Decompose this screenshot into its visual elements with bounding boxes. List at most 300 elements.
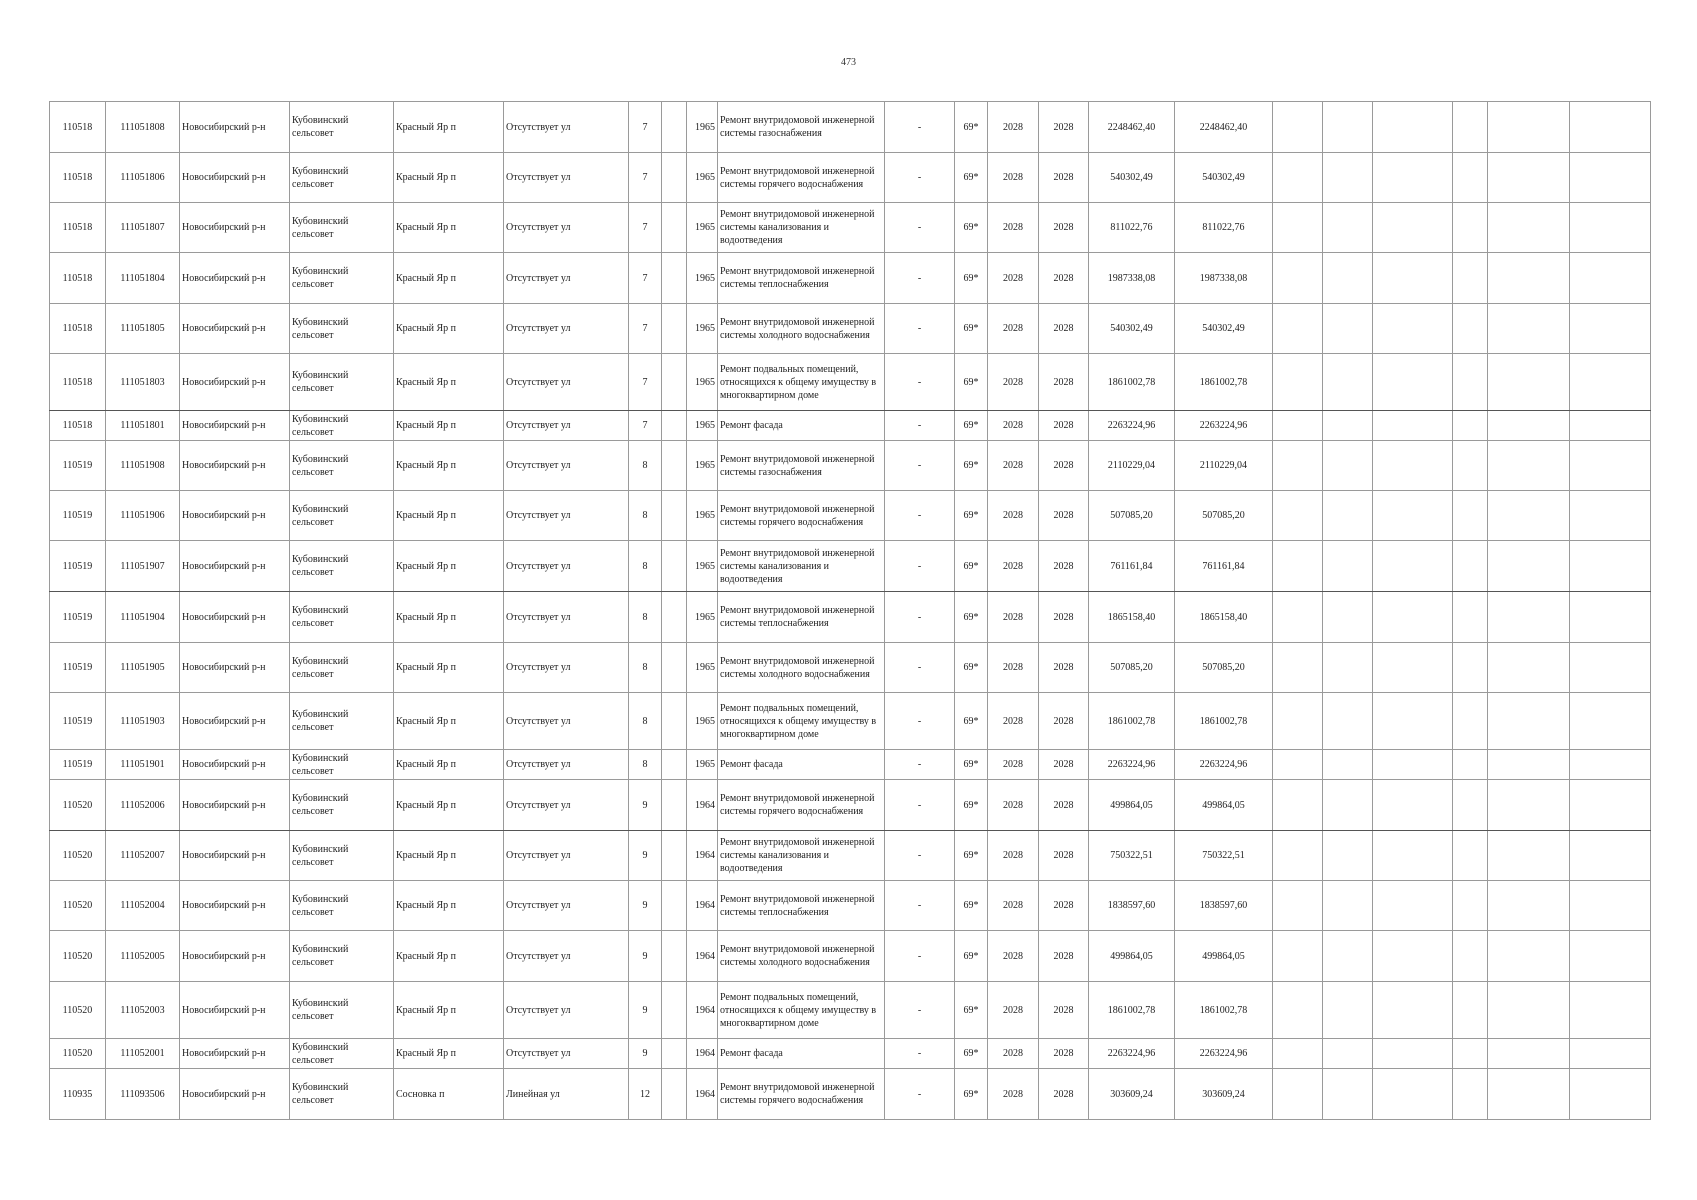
table-row xyxy=(50,931,1651,982)
cell-work-code: 111051803 xyxy=(106,354,180,411)
cell-council: Кубовинский сельсовет xyxy=(290,203,394,253)
cell-work-code: 111051808 xyxy=(106,102,180,153)
cell-work-code: 111052004 xyxy=(106,881,180,931)
cell-empty xyxy=(1373,253,1453,304)
cell-district: Новосибирский р-н xyxy=(180,982,290,1039)
cell-work-type: Ремонт подвальных помещений, относящихся к общему имуществу в многоквартирном доме xyxy=(718,354,885,411)
cell-plan-year-from: 2028 xyxy=(988,541,1039,592)
cell-build-year: 1965 xyxy=(687,354,718,411)
cell-empty xyxy=(1453,750,1488,780)
cell-total-cost: 2263224,96 xyxy=(1175,1039,1273,1069)
cell-dash: - xyxy=(885,592,955,643)
cell-settlement: Красный Яр п xyxy=(394,491,504,541)
cell-settlement: Красный Яр п xyxy=(394,831,504,881)
cell-house-number: 8 xyxy=(629,693,662,750)
cell-district: Новосибирский р-н xyxy=(180,203,290,253)
cell-work-code: 111052003 xyxy=(106,982,180,1039)
cell-empty xyxy=(1488,1039,1570,1069)
cell-cost: 750322,51 xyxy=(1089,831,1175,881)
cell-building xyxy=(662,102,687,153)
cell-empty xyxy=(1488,881,1570,931)
cell-object-id: 110518 xyxy=(50,253,106,304)
cell-house-number: 9 xyxy=(629,881,662,931)
cell-settlement: Красный Яр п xyxy=(394,354,504,411)
cell-council: Кубовинский сельсовет xyxy=(290,491,394,541)
cell-district: Новосибирский р-н xyxy=(180,693,290,750)
cell-council: Кубовинский сельсовет xyxy=(290,304,394,354)
cell-district: Новосибирский р-н xyxy=(180,354,290,411)
cell-plan-year-from: 2028 xyxy=(988,931,1039,982)
cell-empty xyxy=(1488,750,1570,780)
cell-empty xyxy=(1323,693,1373,750)
cell-council: Кубовинский сельсовет xyxy=(290,592,394,643)
cell-build-year: 1964 xyxy=(687,931,718,982)
cell-wear-percent: 69* xyxy=(955,831,988,881)
cell-dash: - xyxy=(885,1039,955,1069)
cell-council: Кубовинский сельсовет xyxy=(290,253,394,304)
cell-empty xyxy=(1273,102,1323,153)
cell-plan-year-to: 2028 xyxy=(1039,354,1089,411)
cell-object-id: 110518 xyxy=(50,102,106,153)
cell-building xyxy=(662,491,687,541)
cell-object-id: 110519 xyxy=(50,441,106,491)
cell-street: Отсутствует ул xyxy=(504,750,629,780)
cell-plan-year-from: 2028 xyxy=(988,354,1039,411)
cell-council: Кубовинский сельсовет xyxy=(290,1039,394,1069)
cell-settlement: Красный Яр п xyxy=(394,203,504,253)
cell-cost: 2248462,40 xyxy=(1089,102,1175,153)
cell-wear-percent: 69* xyxy=(955,931,988,982)
cell-building xyxy=(662,203,687,253)
cell-district: Новосибирский р-н xyxy=(180,1039,290,1069)
table-row xyxy=(50,643,1651,693)
cell-total-cost: 761161,84 xyxy=(1175,541,1273,592)
cell-work-type: Ремонт внутридомовой инженерной системы теплоснабжения xyxy=(718,592,885,643)
cell-work-code: 111051806 xyxy=(106,153,180,203)
cell-wear-percent: 69* xyxy=(955,780,988,831)
cell-empty xyxy=(1488,982,1570,1039)
table-row xyxy=(50,881,1651,931)
cell-build-year: 1965 xyxy=(687,153,718,203)
cell-wear-percent: 69* xyxy=(955,1039,988,1069)
cell-house-number: 9 xyxy=(629,982,662,1039)
cell-work-type: Ремонт внутридомовой инженерной системы канализования и водоотведения xyxy=(718,831,885,881)
cell-cost: 811022,76 xyxy=(1089,203,1175,253)
cell-work-type: Ремонт внутридомовой инженерной системы холодного водоснабжения xyxy=(718,304,885,354)
cell-street: Отсутствует ул xyxy=(504,780,629,831)
cell-empty xyxy=(1323,750,1373,780)
cell-street: Отсутствует ул xyxy=(504,253,629,304)
cell-empty xyxy=(1570,153,1651,203)
table-row xyxy=(50,354,1651,411)
table-row xyxy=(50,102,1651,153)
table-row xyxy=(50,411,1651,441)
cell-empty xyxy=(1453,693,1488,750)
cell-object-id: 110520 xyxy=(50,982,106,1039)
cell-object-id: 110519 xyxy=(50,643,106,693)
cell-plan-year-to: 2028 xyxy=(1039,253,1089,304)
cell-work-type: Ремонт внутридомовой инженерной системы газоснабжения xyxy=(718,102,885,153)
cell-district: Новосибирский р-н xyxy=(180,253,290,304)
cell-empty xyxy=(1488,441,1570,491)
cell-settlement: Сосновка п xyxy=(394,1069,504,1120)
cell-settlement: Красный Яр п xyxy=(394,931,504,982)
cell-empty xyxy=(1323,982,1373,1039)
cell-council: Кубовинский сельсовет xyxy=(290,1069,394,1120)
cell-dash: - xyxy=(885,931,955,982)
cell-work-code: 111051906 xyxy=(106,491,180,541)
cell-plan-year-to: 2028 xyxy=(1039,203,1089,253)
cell-house-number: 8 xyxy=(629,441,662,491)
cell-building xyxy=(662,831,687,881)
cell-empty xyxy=(1488,831,1570,881)
table-row xyxy=(50,750,1651,780)
cell-district: Новосибирский р-н xyxy=(180,411,290,441)
table-row xyxy=(50,1039,1651,1069)
cell-street: Линейная ул xyxy=(504,1069,629,1120)
cell-cost: 303609,24 xyxy=(1089,1069,1175,1120)
cell-object-id: 110520 xyxy=(50,1039,106,1069)
cell-empty xyxy=(1373,982,1453,1039)
cell-street: Отсутствует ул xyxy=(504,881,629,931)
cell-settlement: Красный Яр п xyxy=(394,153,504,203)
cell-empty xyxy=(1453,102,1488,153)
cell-work-type: Ремонт внутридомовой инженерной системы теплоснабжения xyxy=(718,253,885,304)
cell-empty xyxy=(1570,541,1651,592)
cell-district: Новосибирский р-н xyxy=(180,491,290,541)
cell-empty xyxy=(1323,881,1373,931)
cell-cost: 2110229,04 xyxy=(1089,441,1175,491)
cell-house-number: 12 xyxy=(629,1069,662,1120)
table-row xyxy=(50,780,1651,831)
cell-empty xyxy=(1273,592,1323,643)
cell-plan-year-from: 2028 xyxy=(988,780,1039,831)
cell-plan-year-to: 2028 xyxy=(1039,411,1089,441)
cell-work-type: Ремонт внутридомовой инженерной системы холодного водоснабжения xyxy=(718,643,885,693)
table-row xyxy=(50,203,1651,253)
cell-empty xyxy=(1453,441,1488,491)
cell-empty xyxy=(1373,102,1453,153)
cell-empty xyxy=(1323,592,1373,643)
cell-plan-year-from: 2028 xyxy=(988,304,1039,354)
cell-wear-percent: 69* xyxy=(955,411,988,441)
cell-work-code: 111051907 xyxy=(106,541,180,592)
cell-object-id: 110520 xyxy=(50,780,106,831)
cell-empty xyxy=(1273,1069,1323,1120)
table-row xyxy=(50,693,1651,750)
cell-settlement: Красный Яр п xyxy=(394,304,504,354)
cell-empty xyxy=(1373,750,1453,780)
cell-work-type: Ремонт внутридомовой инженерной системы канализования и водоотведения xyxy=(718,541,885,592)
cell-plan-year-from: 2028 xyxy=(988,441,1039,491)
cell-empty xyxy=(1323,253,1373,304)
cell-building xyxy=(662,982,687,1039)
cell-house-number: 8 xyxy=(629,491,662,541)
cell-settlement: Красный Яр п xyxy=(394,541,504,592)
cell-street: Отсутствует ул xyxy=(504,643,629,693)
cell-empty xyxy=(1273,881,1323,931)
cell-work-type: Ремонт внутридомовой инженерной системы канализования и водоотведения xyxy=(718,203,885,253)
cell-house-number: 7 xyxy=(629,304,662,354)
cell-house-number: 9 xyxy=(629,780,662,831)
cell-house-number: 7 xyxy=(629,153,662,203)
cell-plan-year-from: 2028 xyxy=(988,1069,1039,1120)
cell-settlement: Красный Яр п xyxy=(394,750,504,780)
table-row xyxy=(50,491,1651,541)
table-row xyxy=(50,153,1651,203)
cell-dash: - xyxy=(885,693,955,750)
cell-building xyxy=(662,354,687,411)
cell-wear-percent: 69* xyxy=(955,750,988,780)
cell-build-year: 1964 xyxy=(687,881,718,931)
cell-building xyxy=(662,780,687,831)
cell-empty xyxy=(1453,253,1488,304)
cell-empty xyxy=(1273,931,1323,982)
cell-building xyxy=(662,750,687,780)
cell-plan-year-to: 2028 xyxy=(1039,592,1089,643)
cell-dash: - xyxy=(885,541,955,592)
table-body xyxy=(50,102,1651,1120)
cell-council: Кубовинский сельсовет xyxy=(290,931,394,982)
cell-cost: 761161,84 xyxy=(1089,541,1175,592)
cell-dash: - xyxy=(885,203,955,253)
cell-empty xyxy=(1323,102,1373,153)
cell-total-cost: 1861002,78 xyxy=(1175,354,1273,411)
cell-dash: - xyxy=(885,1069,955,1120)
cell-empty xyxy=(1570,304,1651,354)
cell-empty xyxy=(1373,881,1453,931)
cell-empty xyxy=(1488,304,1570,354)
cell-empty xyxy=(1570,750,1651,780)
cell-house-number: 8 xyxy=(629,643,662,693)
cell-work-code: 111051805 xyxy=(106,304,180,354)
cell-empty xyxy=(1570,592,1651,643)
cell-build-year: 1965 xyxy=(687,491,718,541)
cell-dash: - xyxy=(885,153,955,203)
cell-work-type: Ремонт фасада xyxy=(718,750,885,780)
cell-council: Кубовинский сельсовет xyxy=(290,750,394,780)
cell-empty xyxy=(1323,1039,1373,1069)
cell-building xyxy=(662,592,687,643)
cell-street: Отсутствует ул xyxy=(504,541,629,592)
cell-house-number: 7 xyxy=(629,253,662,304)
cell-total-cost: 2263224,96 xyxy=(1175,411,1273,441)
cell-object-id: 110519 xyxy=(50,592,106,643)
cell-dash: - xyxy=(885,750,955,780)
cell-plan-year-from: 2028 xyxy=(988,102,1039,153)
cell-empty xyxy=(1373,780,1453,831)
cell-wear-percent: 69* xyxy=(955,153,988,203)
cell-district: Новосибирский р-н xyxy=(180,1069,290,1120)
cell-wear-percent: 69* xyxy=(955,441,988,491)
cell-work-code: 111051908 xyxy=(106,441,180,491)
cell-empty xyxy=(1273,304,1323,354)
cell-empty xyxy=(1453,153,1488,203)
cell-plan-year-to: 2028 xyxy=(1039,102,1089,153)
cell-work-type: Ремонт внутридомовой инженерной системы горячего водоснабжения xyxy=(718,491,885,541)
cell-empty xyxy=(1488,931,1570,982)
cell-cost: 2263224,96 xyxy=(1089,750,1175,780)
cell-cost: 507085,20 xyxy=(1089,643,1175,693)
cell-settlement: Красный Яр п xyxy=(394,102,504,153)
cell-plan-year-to: 2028 xyxy=(1039,931,1089,982)
cell-total-cost: 507085,20 xyxy=(1175,491,1273,541)
cell-total-cost: 1838597,60 xyxy=(1175,881,1273,931)
cell-district: Новосибирский р-н xyxy=(180,304,290,354)
cell-empty xyxy=(1373,491,1453,541)
cell-council: Кубовинский сельсовет xyxy=(290,102,394,153)
cell-work-code: 111052005 xyxy=(106,931,180,982)
cell-settlement: Красный Яр п xyxy=(394,643,504,693)
cell-house-number: 7 xyxy=(629,102,662,153)
cell-empty xyxy=(1570,780,1651,831)
cell-empty xyxy=(1488,153,1570,203)
cell-district: Новосибирский р-н xyxy=(180,881,290,931)
cell-total-cost: 303609,24 xyxy=(1175,1069,1273,1120)
cell-empty xyxy=(1323,411,1373,441)
cell-total-cost: 1987338,08 xyxy=(1175,253,1273,304)
cell-building xyxy=(662,411,687,441)
cell-cost: 2263224,96 xyxy=(1089,411,1175,441)
cell-empty xyxy=(1323,354,1373,411)
cell-building xyxy=(662,153,687,203)
cell-empty xyxy=(1453,931,1488,982)
cell-empty xyxy=(1570,982,1651,1039)
cell-dash: - xyxy=(885,831,955,881)
cell-empty xyxy=(1453,203,1488,253)
cell-empty xyxy=(1323,441,1373,491)
cell-dash: - xyxy=(885,491,955,541)
cell-plan-year-to: 2028 xyxy=(1039,541,1089,592)
cell-building xyxy=(662,1069,687,1120)
cell-empty xyxy=(1453,780,1488,831)
cell-object-id: 110519 xyxy=(50,750,106,780)
cell-plan-year-to: 2028 xyxy=(1039,982,1089,1039)
cell-house-number: 7 xyxy=(629,203,662,253)
cell-building xyxy=(662,693,687,750)
page-number: 473 xyxy=(841,57,856,68)
cell-empty xyxy=(1273,541,1323,592)
cell-work-type: Ремонт внутридомовой инженерной системы газоснабжения xyxy=(718,441,885,491)
cell-house-number: 8 xyxy=(629,750,662,780)
cell-wear-percent: 69* xyxy=(955,643,988,693)
cell-total-cost: 2110229,04 xyxy=(1175,441,1273,491)
cell-empty xyxy=(1323,491,1373,541)
cell-street: Отсутствует ул xyxy=(504,441,629,491)
cell-total-cost: 1861002,78 xyxy=(1175,982,1273,1039)
table-row xyxy=(50,592,1651,643)
cell-build-year: 1965 xyxy=(687,253,718,304)
cell-building xyxy=(662,1039,687,1069)
cell-total-cost: 540302,49 xyxy=(1175,153,1273,203)
cell-wear-percent: 69* xyxy=(955,881,988,931)
cell-empty xyxy=(1373,1069,1453,1120)
cell-wear-percent: 69* xyxy=(955,982,988,1039)
cell-empty xyxy=(1373,592,1453,643)
cell-empty xyxy=(1273,780,1323,831)
cell-empty xyxy=(1373,304,1453,354)
cell-total-cost: 750322,51 xyxy=(1175,831,1273,881)
cell-empty xyxy=(1488,592,1570,643)
cell-district: Новосибирский р-н xyxy=(180,153,290,203)
cell-empty xyxy=(1488,203,1570,253)
cell-dash: - xyxy=(885,643,955,693)
cell-total-cost: 540302,49 xyxy=(1175,304,1273,354)
cell-empty xyxy=(1488,491,1570,541)
cell-work-code: 111052007 xyxy=(106,831,180,881)
cell-empty xyxy=(1488,693,1570,750)
cell-work-type: Ремонт подвальных помещений, относящихся к общему имуществу в многоквартирном доме xyxy=(718,982,885,1039)
cell-dash: - xyxy=(885,441,955,491)
cell-empty xyxy=(1373,441,1453,491)
cell-plan-year-from: 2028 xyxy=(988,693,1039,750)
cell-empty xyxy=(1273,693,1323,750)
cell-settlement: Красный Яр п xyxy=(394,592,504,643)
cell-empty xyxy=(1453,411,1488,441)
cell-plan-year-from: 2028 xyxy=(988,881,1039,931)
cell-plan-year-to: 2028 xyxy=(1039,153,1089,203)
cell-cost: 540302,49 xyxy=(1089,304,1175,354)
cell-cost: 1865158,40 xyxy=(1089,592,1175,643)
cell-object-id: 110519 xyxy=(50,693,106,750)
cell-street: Отсутствует ул xyxy=(504,982,629,1039)
cell-building xyxy=(662,881,687,931)
cell-build-year: 1965 xyxy=(687,541,718,592)
cell-empty xyxy=(1273,253,1323,304)
cell-settlement: Красный Яр п xyxy=(394,693,504,750)
cell-work-type: Ремонт внутридомовой инженерной системы горячего водоснабжения xyxy=(718,153,885,203)
cell-empty xyxy=(1323,643,1373,693)
cell-council: Кубовинский сельсовет xyxy=(290,441,394,491)
cell-plan-year-to: 2028 xyxy=(1039,491,1089,541)
cell-empty xyxy=(1273,831,1323,881)
table-row xyxy=(50,982,1651,1039)
cell-cost: 1987338,08 xyxy=(1089,253,1175,304)
cell-plan-year-to: 2028 xyxy=(1039,304,1089,354)
table-row xyxy=(50,304,1651,354)
cell-cost: 2263224,96 xyxy=(1089,1039,1175,1069)
cell-plan-year-from: 2028 xyxy=(988,1039,1039,1069)
cell-district: Новосибирский р-н xyxy=(180,643,290,693)
cell-object-id: 110519 xyxy=(50,541,106,592)
cell-work-type: Ремонт внутридомовой инженерной системы горячего водоснабжения xyxy=(718,1069,885,1120)
cell-empty xyxy=(1453,304,1488,354)
cell-district: Новосибирский р-н xyxy=(180,831,290,881)
cell-wear-percent: 69* xyxy=(955,541,988,592)
cell-work-code: 111051905 xyxy=(106,643,180,693)
cell-empty xyxy=(1488,541,1570,592)
cell-plan-year-from: 2028 xyxy=(988,491,1039,541)
cell-empty xyxy=(1570,693,1651,750)
cell-empty xyxy=(1570,491,1651,541)
cell-total-cost: 811022,76 xyxy=(1175,203,1273,253)
cell-total-cost: 499864,05 xyxy=(1175,931,1273,982)
cell-district: Новосибирский р-н xyxy=(180,541,290,592)
cell-plan-year-from: 2028 xyxy=(988,253,1039,304)
cell-empty xyxy=(1570,1069,1651,1120)
cell-house-number: 8 xyxy=(629,541,662,592)
table-row xyxy=(50,1069,1651,1120)
cell-empty xyxy=(1323,541,1373,592)
cell-street: Отсутствует ул xyxy=(504,1039,629,1069)
cell-total-cost: 2248462,40 xyxy=(1175,102,1273,153)
cell-object-id: 110520 xyxy=(50,831,106,881)
cell-empty xyxy=(1273,354,1323,411)
cell-plan-year-to: 2028 xyxy=(1039,881,1089,931)
cell-empty xyxy=(1273,643,1323,693)
cell-work-type: Ремонт подвальных помещений, относящихся к общему имуществу в многоквартирном доме xyxy=(718,693,885,750)
cell-empty xyxy=(1373,931,1453,982)
